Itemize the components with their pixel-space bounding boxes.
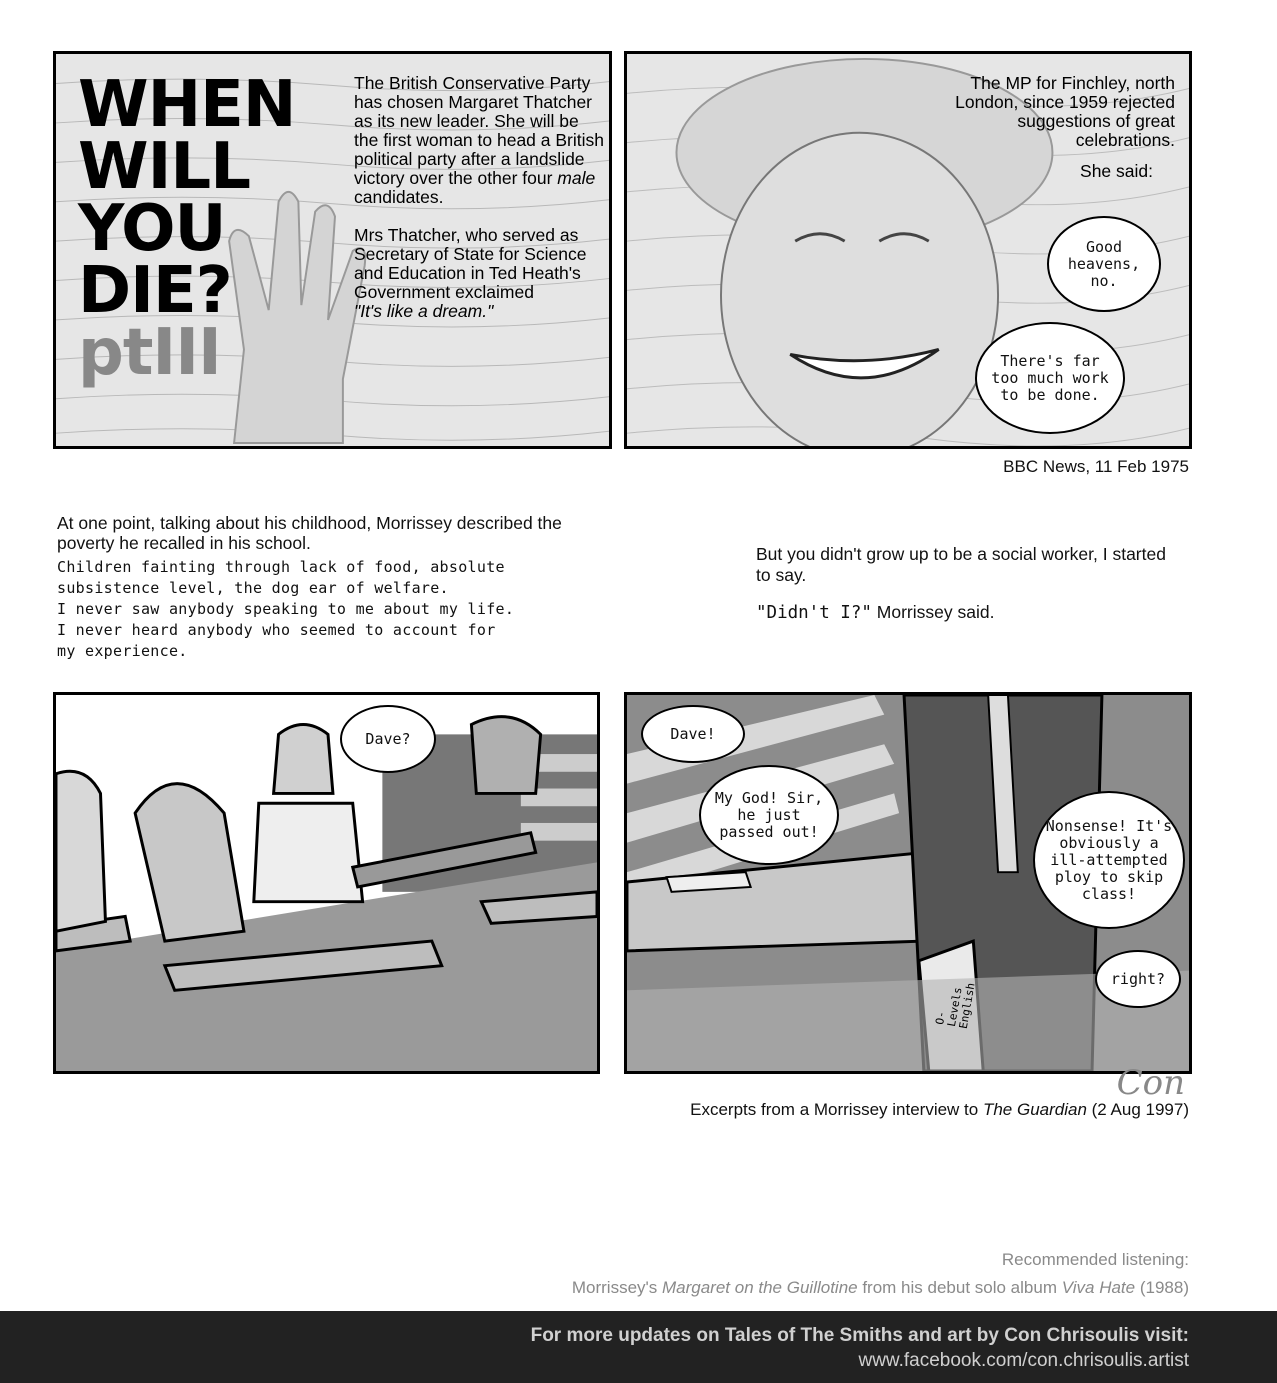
morrissey-quote xyxy=(57,557,617,662)
footer-banner xyxy=(0,1311,1277,1383)
intro-text: But you didn't grow up to be a social worker, I started to say. xyxy=(756,544,1166,585)
childhood-intro xyxy=(57,513,617,662)
quote-line: my experience. xyxy=(57,642,188,660)
comic-title xyxy=(78,68,296,390)
headline-caption xyxy=(354,74,604,321)
footer-updates-text: For more updates on Tales of The Smiths and art by Con Chrisoulis visit: xyxy=(530,1325,1189,1346)
speech-bubble: Good heavens, no. xyxy=(1047,216,1161,312)
caption-text: The MP for Finchley, north London, since 1959 rejected suggestions of great celebrations. xyxy=(955,73,1175,150)
quote-line: I never saw anybody speaking to me about my life. xyxy=(57,600,515,618)
morrissey-reply: "Didn't I?" Morrissey said. xyxy=(756,602,995,623)
caption-paragraph: The British Conservative Party has chosen Margaret Thatcher as its new leader. She will be the first woman to head a British political party after a landslide victory over the other four male candidates. xyxy=(354,73,604,207)
thatcher-caption xyxy=(915,74,1175,181)
speech-bubble: Nonsense! It's obviously a ill-attempted ploy to skip class! xyxy=(1033,791,1185,929)
social-worker-intro xyxy=(756,544,1176,624)
speech-bubble: Dave! xyxy=(641,705,745,763)
caption-paragraph: Mrs Thatcher, who served as Secretary of State for Science and Education in Ted Heath's Government exclaimed "It's like a dream." xyxy=(354,225,587,321)
recommended-listening-track: Morrissey's Margaret on the Guillotine from his debut solo album Viva Hate (1988) xyxy=(571,1278,1189,1297)
panel-thatcher-portrait xyxy=(624,51,1192,449)
speech-bubble: right? xyxy=(1095,950,1181,1008)
quote: "It's like a dream." xyxy=(354,301,494,321)
quote-line: subsistence level, the dog ear of welfare. xyxy=(57,579,449,597)
source-credit-guardian: Excerpts from a Morrissey interview to The Guardian (2 Aug 1997) xyxy=(690,1100,1189,1119)
quote-line: I never heard anybody who seemed to account for xyxy=(57,621,496,639)
speech-bubble: There's far too much work to be done. xyxy=(975,322,1125,434)
title-part: ptIII xyxy=(78,316,221,390)
speech-bubble: My God! Sir, he just passed out! xyxy=(699,765,839,865)
footer-link[interactable]: www.facebook.com/con.chrisoulis.artist xyxy=(858,1350,1189,1371)
speech-bubble: Dave? xyxy=(340,705,436,773)
source-credit-bbc: BBC News, 11 Feb 1975 xyxy=(1003,457,1189,476)
title-line: WILL xyxy=(78,130,250,204)
quote-line: Children fainting through lack of food, absolute xyxy=(57,558,505,576)
intro-text: At one point, talking about his childhood, Morrissey described the poverty he recalled in his school. xyxy=(57,513,562,553)
she-said-label: She said: xyxy=(1080,161,1153,181)
artist-signature: Con xyxy=(1116,1063,1185,1103)
title-line: DIE? xyxy=(78,254,232,328)
title-line: WHEN xyxy=(78,68,296,142)
panel-headline xyxy=(53,51,612,449)
classroom-illustration xyxy=(56,695,597,1071)
panel-teacher xyxy=(624,692,1192,1074)
title-line: YOU xyxy=(78,192,226,266)
recommended-listening-label: Recommended listening: xyxy=(1001,1250,1189,1269)
book-label: O-Levels English xyxy=(933,981,978,1030)
panel-classroom-faint xyxy=(53,692,600,1074)
